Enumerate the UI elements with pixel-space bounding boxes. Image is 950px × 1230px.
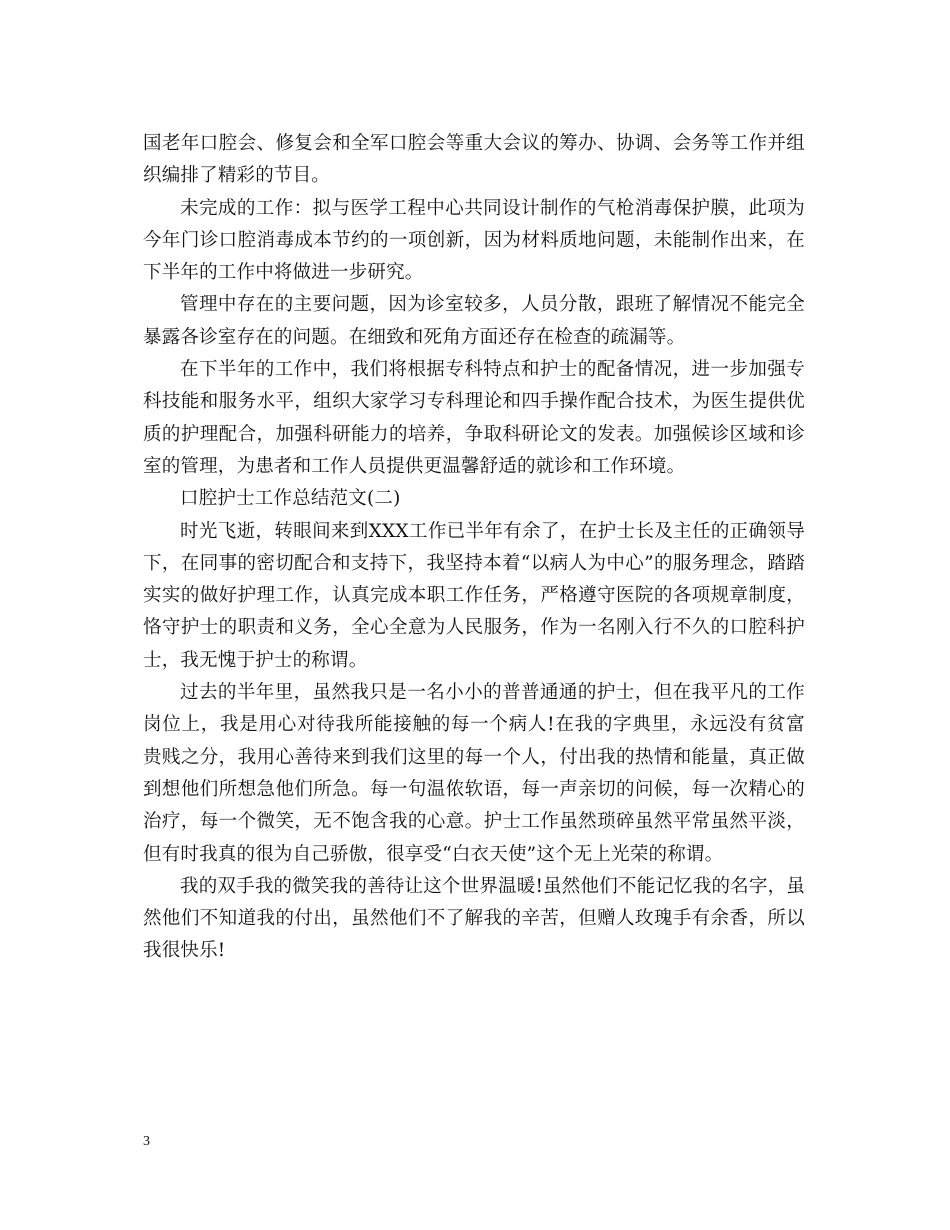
paragraph-closing: 我的双手我的微笑我的善待让这个世界温暖!虽然他们不能记忆我的名字，虽然他们不知道我的付出，虽然他们不了解我的辛苦，但赠人玫瑰手有余香，所以我很快乐! — [143, 875, 805, 962]
paragraph-next-half-plan: 在下半年的工作中，我们将根据专科特点和护士的配备情况，进一步加强专科技能和服务水平，组织大家学习专科理论和四手操作配合技术，为医生提供优质的护理配合，加强科研能力的培养，争取科研论文的发表。加强候诊区域和诊室的管理，为患者和工作人员提供更温馨舒适的就诊和工作环境。 — [143, 359, 805, 477]
paragraph-past-half-year: 过去的半年里，虽然我只是一名小小的普普通通的护士，但在我平凡的工作岗位上，我是用心对待我所能接触的每一个病人!在我的字典里，永远没有贫富贵贱之分，我用心善待来到我们这里的每一个人，付出我的热情和能量，真正做到想他们所想急他们所急。每一句温侬软语，每一声亲切的问候，每一次精心的治疗，每一个微笑，无不饱含我的心意。护士工作虽然琐碎虽然平常虽然平淡，但有时我真的很为自己骄傲，很享受“白衣天使”这个无上光荣的称谓。 — [143, 682, 805, 865]
document-body — [143, 128, 805, 968]
paragraph-continued: 国老年口腔会、修复会和全军口腔会等重大会议的筹办、协调、会务等工作并组织编排了精彩的节目。 — [143, 133, 805, 187]
paragraph-unfinished-work: 未完成的工作：拟与医学工程中心共同设计制作的气枪消毒保护膜，此项为今年门诊口腔消毒成本节约的一项创新，因为材料质地问题，未能制作出来，在下半年的工作中将做进一步研究。 — [143, 197, 805, 284]
section-heading: 口腔护士工作总结范文(二) — [180, 488, 401, 510]
paragraph-management-issues: 管理中存在的主要问题，因为诊室较多，人员分散，跟班了解情况不能完全暴露各诊室存在的问题。在细致和死角方面还存在检查的疏漏等。 — [143, 294, 805, 348]
page-number: 3 — [143, 1134, 150, 1149]
paragraph-intro: 时光飞逝，转眼间来到XXX工作已半年有余了，在护士长及主任的正确领导下，在同事的密切配合和支持下，我坚持本着“以病人为中心”的服务理念，踏踏实实的做好护理工作，认真完成本职工作任务，严格遵守医院的各项规章制度，恪守护士的职责和义务，全心全意为人民服务，作为一名刚入行不久的口腔科护士，我无愧于护士的称谓。 — [143, 520, 805, 671]
